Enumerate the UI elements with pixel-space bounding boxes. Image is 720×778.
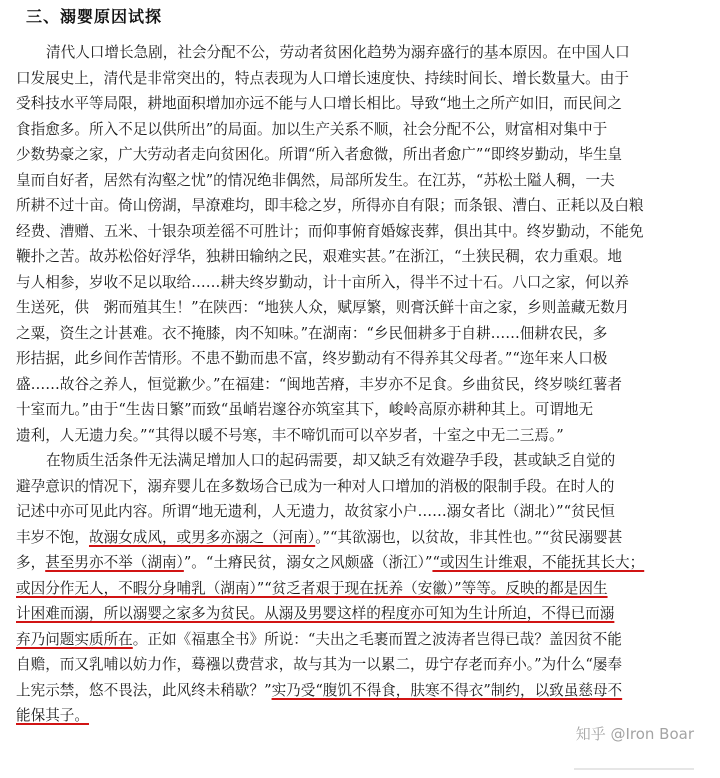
watermark: 知乎 @Iron Boar [575, 725, 694, 743]
text-segment: 记述中亦可见此内容。所谓“地无遗利，人无遗力，故贫家小户……溺女者比（湖北）”“贫民恒 [16, 503, 615, 520]
text-segment: 十室而九。”由于“生齿日繁”而致“虽峭岩邃谷亦筑室其下，峻岭高原亦耕种其上。可谓地无 [16, 401, 594, 418]
text-line [16, 372, 706, 397]
text-line [16, 168, 706, 193]
footer-divider [574, 768, 694, 770]
text-segment: 形拮据，此乡间作苦情形。不患不勤而患不富，终岁勤动有不得养其父母者。”“迩年来人口极 [16, 350, 608, 367]
text-line [16, 321, 706, 346]
text-line [46, 448, 706, 473]
text-line [16, 193, 706, 218]
text-segment: 所耕不过十亩。倚山傍湖，旱潦难均，即丰稔之岁，所得亦自有限；而条银、漕白、正耗以及白粮 [16, 197, 644, 214]
text-segment: 之粟，资生之计甚难。衣不掩膝，肉不知味。”在湖南：“乡民佃耕多于自耕……佃耕农民，多 [16, 324, 608, 342]
underlined-text: 甚至男亦不举（湖南） [45, 554, 184, 571]
text-segment: 受科技水平等局限，耕地面积增加亦远不能与人口增长相比。导致“地土之所产如旧，而民间之 [16, 95, 622, 112]
text-line [16, 423, 706, 448]
text-line [16, 219, 706, 244]
text-segment: 丰岁不饱， [16, 528, 89, 546]
text-segment: 口发展史上，清代是非常突出的，特点表现为人口增长速度快、持续时间长、增长数量大。由于 [16, 69, 629, 87]
text-line [16, 499, 706, 524]
underlined-text: 计困难而溺，所以溺婴之家多为贫民。从溺及男婴这样的程度亦可知为生计所迫，不得已而溺 [16, 605, 615, 622]
text-segment: 盛……故谷之养人，恒觉歉少。”在福建：“闽地苦瘠，丰岁亦不足食。乡曲贫民，终岁啖红薯者 [16, 375, 622, 393]
text-segment: ”。“土瘠民贫，溺女之风颇盛（浙江）” [183, 554, 433, 571]
section-heading: 三、溺婴原因试探 [26, 7, 163, 26]
text-line [16, 652, 706, 677]
text-line [16, 91, 706, 116]
text-line [16, 117, 706, 142]
text-segment: 在物质生活条件无法满足增加人口的起码需要，却又缺乏有效避孕手段，甚或缺乏自觉的 [46, 452, 616, 469]
text-line [16, 525, 706, 550]
text-segment: 。正如《福惠全书》所说：“夫出之毛裹而置之波涛者岂得已哉？盖因贫不能 [132, 630, 622, 648]
underlined-text: 能保其子。 [16, 707, 89, 724]
text-line [16, 550, 706, 575]
text-segment: 食指愈多。所入不足以供所出”的局面。加以生产关系不顺，社会分配不公，财富相对集中于 [16, 120, 608, 138]
underlined-text: 实乃受“腹饥不得食，肤寒不得衣”制约，以致虽慈母不 [271, 681, 623, 699]
text-line [16, 66, 706, 91]
text-line [16, 142, 706, 167]
text-line [16, 474, 706, 499]
text-line [16, 397, 706, 422]
text-line [16, 295, 706, 320]
text-segment: 鞭扑之苦。故苏松俗好浮华，独耕田输纳之民，艰难实甚。”在浙江，“土狭民稠，农力重艰。地 [16, 248, 622, 265]
text-segment: 与人相参，岁收不足以取给……耕夫终岁勤动，计十亩所入，得半不过十石。八口之家，何以养 [16, 273, 629, 291]
text-segment: 避孕意识的情况下，溺弃婴儿在多数场合已成为一种对人口增加的消极的限制手段。在时人的 [16, 477, 615, 495]
text-line [16, 627, 706, 652]
text-segment: 。”“其欲溺也，以贫故，非其性也。”“贫民溺婴甚 [315, 528, 623, 546]
text-segment: 生送死，供 粥而殖其生！”在陕西：“地狭人众，赋厚繁，则膏沃鲜十亩之家，乡则盖藏无数月 [16, 299, 630, 316]
underlined-text: 弃乃问题实质所在 [16, 630, 133, 648]
text-line [16, 270, 706, 295]
text-line [46, 40, 706, 65]
text-segment: 上宪示禁，悠不畏法，此风终未稍歇？” [16, 681, 272, 699]
text-segment: 少数势豪之家，广大劳动者走向贫困化。所谓“所入者愈微，所出者愈广”“即终岁勤动，毕生皇 [16, 146, 623, 163]
text-line [16, 346, 706, 371]
text-segment: 皇而自好者，居然有沟壑之忧”的情况绝非偶然，局部所发生。在江苏，“苏松土隘人稠，一夫 [16, 171, 615, 189]
text-segment: 多， [16, 554, 46, 571]
underlined-text: “或因生计维艰，不能抚其长大； [432, 554, 645, 571]
text-line [16, 244, 706, 269]
text-segment: 清代人口增长急剧，社会分配不公，劳动者贫困化趋势为溺弃盛行的基本原因。在中国人口 [46, 44, 630, 61]
underlined-text: 或因分作无人，不暇分身哺乳（湖南）”“贫乏者艰于现在抚养（安徽）”等等。反映的都是因生 [16, 579, 608, 597]
text-segment: 自赡，而又乳哺以妨力作，蓦襁以费营求，故与其为一以累二，毋宁存老而弃小。”为什么“屡奉 [16, 656, 622, 673]
text-line [16, 678, 706, 703]
text-line [16, 601, 706, 626]
text-segment: 经费、漕赠、五米、十银杂项差徭不可胜计；而仰事俯育婚嫁丧葬，俱出其中。终岁勤动，不能免 [16, 222, 644, 240]
text-segment: 遗利，人无遗力矣。”“其得以暖不号寒，丰不啼饥而可以卒岁者，十室之中无二三焉。” [16, 426, 564, 444]
text-line [16, 576, 706, 601]
underlined-text: 故溺女成风，或男多亦溺之（河南） [88, 528, 316, 546]
